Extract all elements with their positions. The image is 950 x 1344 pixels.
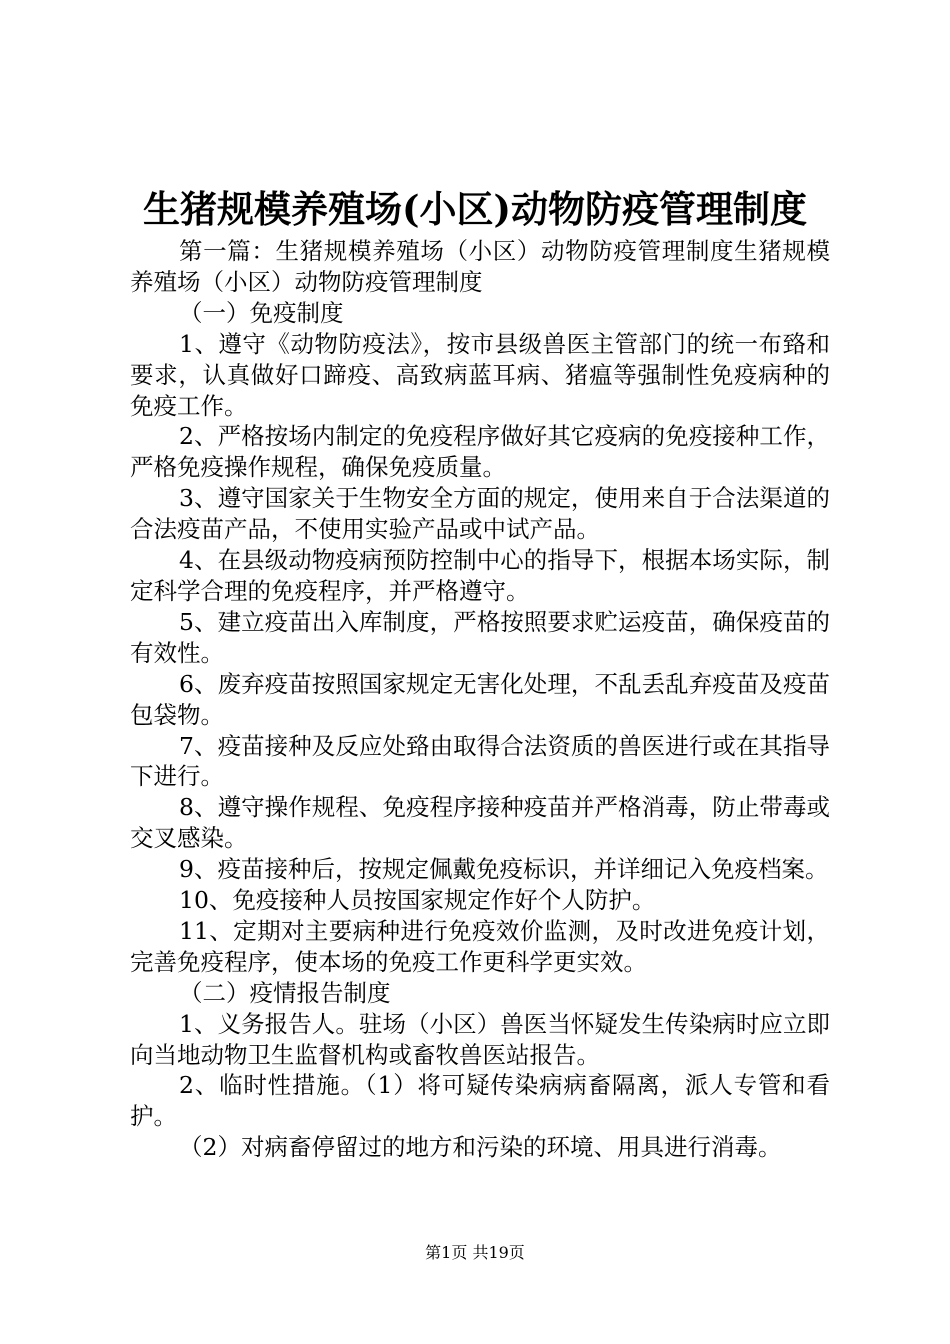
paragraph-intro: 第一篇：生猪规模养殖场（小区）动物防疫管理制度生猪规模养殖场（小区）动物防疫管理制度 [130, 237, 830, 296]
paragraph-item: 2、临时性措施。（1）将可疑传染病病畜隔离，派人专管和看护。 [130, 1071, 830, 1131]
paragraph-item: 1、遵守《动物防疫法》，按市县级兽医主管部门的统一布臵和要求，认真做好口蹄疫、高致病蓝耳病、猪瘟等强制性免疫病种的免疫工作。 [130, 329, 830, 420]
paragraph-item: 11、定期对主要病种进行免疫效价监测，及时改进免疫计划，完善免疫程序，使本场的免疫工作更科学更实效。 [130, 916, 830, 976]
section-heading-immunization: （一）免疫制度 [179, 298, 344, 327]
paragraph-item: 6、废弃疫苗按照国家规定无害化处理，不乱丢乱弃疫苗及疫苗包袋物。 [130, 669, 830, 729]
page-title: 生猪规模养殖场(小区)动物防疫管理制度 [142, 187, 807, 231]
paragraph-item: 8、遵守操作规程、免疫程序接种疫苗并严格消毒，防止带毒或交叉感染。 [130, 793, 830, 853]
paragraph-item: 1、义务报告人。驻场（小区）兽医当怀疑发生传染病时应立即向当地动物卫生监督机构或畜牧兽医站报告。 [130, 1009, 830, 1069]
document-body [130, 236, 830, 1163]
page-footer: 第1页 共19页 [425, 1243, 525, 1262]
paragraph-item: 4、在县级动物疫病预防控制中心的指导下，根据本场实际，制定科学合理的免疫程序，并严格遵守。 [130, 546, 830, 605]
paragraph-item: 2、严格按场内制定的免疫程序做好其它疫病的免疫接种工作，严格免疫操作规程，确保免疫质量。 [130, 422, 830, 482]
section-heading-epidemic-report: （二）疫情报告制度 [179, 978, 391, 1007]
paragraph-item: 7、疫苗接种及反应处臵由取得合法资质的兽医进行或在其指导下进行。 [130, 731, 830, 791]
paragraph-item: 9、疫苗接种后，按规定佩戴免疫标识，并详细记入免疫档案。 [179, 855, 829, 884]
paragraph-item: 3、遵守国家关于生物安全方面的规定，使用来自于合法渠道的合法疫苗产品，不使用实验产品或中试产品。 [130, 484, 830, 544]
paragraph-item: （2）对病畜停留过的地方和污染的环境、用具进行消毒。 [179, 1133, 782, 1162]
paragraph-item: 10、免疫接种人员按国家规定作好个人防护。 [179, 886, 656, 915]
paragraph-item: 5、建立疫苗出入库制度，严格按照要求贮运疫苗，确保疫苗的有效性。 [130, 607, 830, 667]
